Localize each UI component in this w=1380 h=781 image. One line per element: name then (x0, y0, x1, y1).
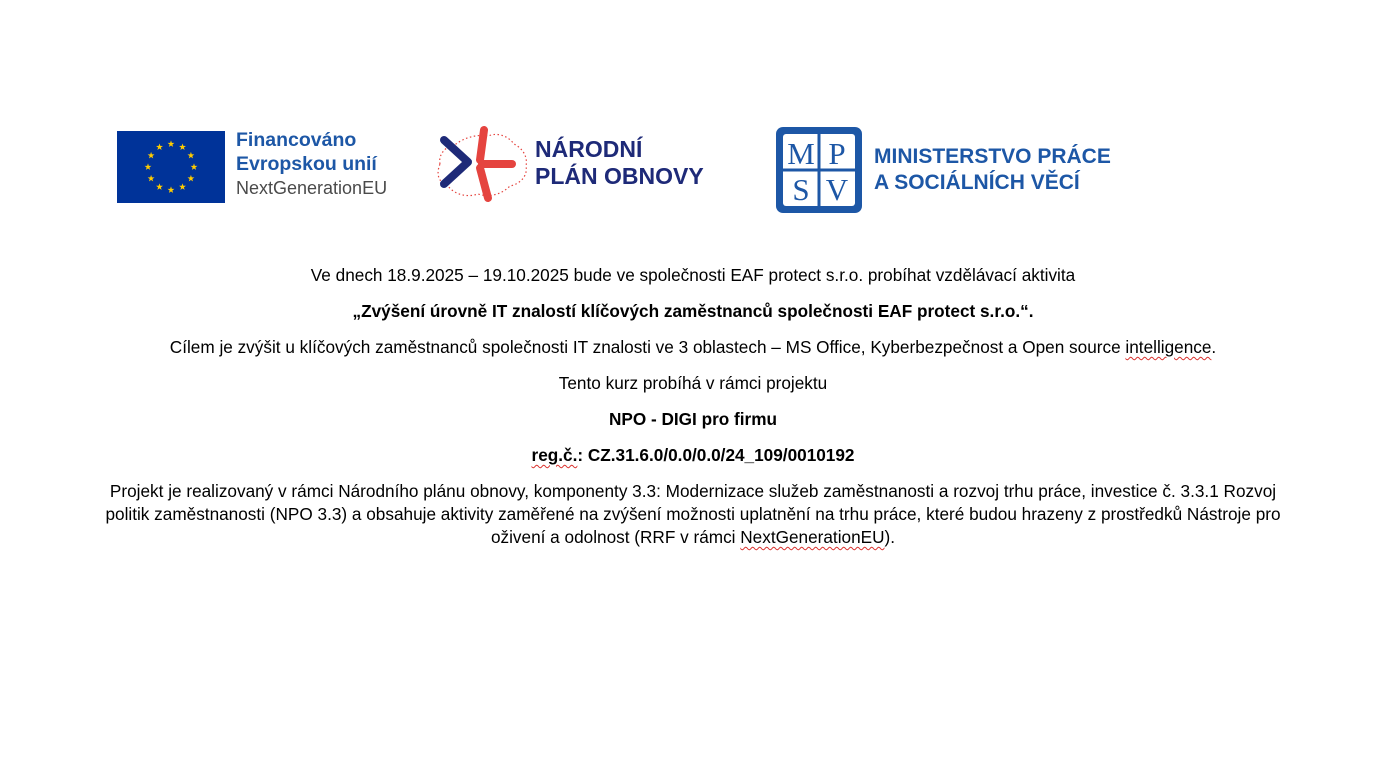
npo-logo-line1: NÁRODNÍ (535, 136, 643, 162)
svg-text:S: S (792, 172, 810, 207)
mpsv-seal-icon (776, 127, 862, 213)
npo-logo-text (535, 136, 704, 190)
svg-text:V: V (825, 172, 849, 207)
svg-text:P: P (828, 136, 846, 171)
goal-text: Cílem je zvýšit u klíčových zaměstnanců společnosti IT znalosti ve 3 oblastech – MS Office, Kyberbezpečnost a Open source (169, 337, 1126, 357)
mpsv-logo-text (874, 144, 1111, 196)
closing-end: ). (884, 527, 896, 547)
eu-logo-line2: Evropskou unií (236, 153, 377, 175)
npo-mark-icon (432, 124, 532, 206)
eu-flag-icon (117, 131, 225, 203)
eu-logo-line3: NextGenerationEU (236, 178, 388, 198)
project-name: NPO - DIGI pro firmu (608, 409, 778, 429)
logo-strip (0, 0, 1380, 240)
mpsv-logo (776, 127, 1136, 213)
reg-spellcheck-word: reg.č. (531, 445, 578, 465)
project-intro: Tento kurz probíhá v rámci projektu (558, 373, 828, 393)
svg-text:M: M (787, 136, 815, 171)
eu-logo-text (236, 128, 411, 200)
document-body (105, 264, 1281, 562)
closing-text: Projekt je realizovaný v rámci Národního plánu obnovy, komponenty 3.3: Modernizace služeb zaměstnanosti a rozvoj trhu práce, investice č. 3.3.1 Rozvoj politik zaměstnanosti (NPO 3.3) a obsahuje aktivity zaměřené na zvýšení možnosti uplatnění na trhu práce, které budou hrazeny z prostředků Nástroje pro oživení a odolnost (RRF v rámci (105, 481, 1281, 547)
eu-logo-line1: Financováno (236, 129, 357, 151)
goal-spellcheck-word: intelligence (1125, 337, 1212, 357)
npo-logo (432, 124, 732, 206)
closing-paragraph (105, 480, 1281, 549)
goal-paragraph (105, 336, 1281, 359)
activity-title: „Zvýšení úrovně IT znalostí klíčových zaměstnanců společnosti EAF protect s.r.o.“. (352, 301, 1034, 321)
mpsv-logo-line1: MINISTERSTVO PRÁCE (874, 145, 1111, 168)
mpsv-logo-line2: A SOCIÁLNÍCH VĚCÍ (874, 171, 1080, 194)
reg-value: : CZ.31.6.0/0.0/0.0/24_109/0010192 (577, 445, 855, 465)
goal-end: . (1211, 337, 1217, 357)
npo-logo-line2: PLÁN OBNOVY (535, 163, 704, 189)
closing-spellcheck-word: NextGenerationEU (740, 527, 885, 547)
eu-funding-logo (117, 128, 407, 208)
registration-number (105, 444, 1281, 467)
intro-paragraph: Ve dnech 18.9.2025 – 19.10.2025 bude ve společnosti EAF protect s.r.o. probíhat vzdělávací aktivita (310, 265, 1076, 285)
